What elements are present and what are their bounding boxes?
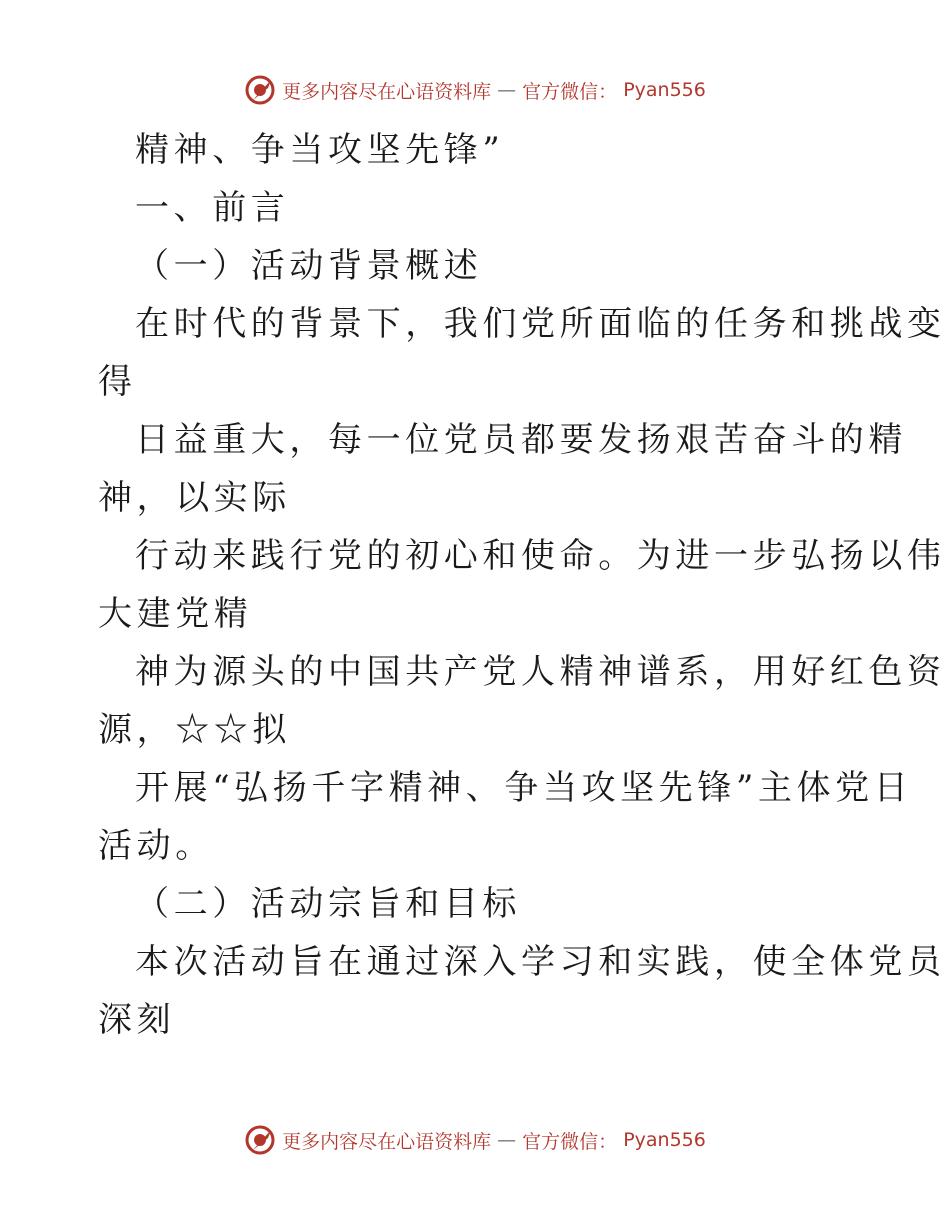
quill-logo-icon	[244, 1124, 276, 1156]
footer-watermark	[0, 1120, 950, 1160]
text-line: 本次活动旨在通过深入学习和实践，使全体党员	[135, 942, 946, 982]
subsection-heading: （二）活动宗旨和目标	[135, 884, 521, 924]
watermark-text: 更多内容尽在心语资料库	[282, 80, 492, 103]
text-line: 源，☆☆拟	[98, 710, 291, 750]
text-line: 行动来践行党的初心和使命。为进一步弘扬以伟	[135, 536, 946, 576]
watermark-label: 官方微信：	[522, 80, 618, 103]
watermark-id: Pyan556	[623, 1129, 706, 1151]
quill-logo-icon	[244, 74, 276, 106]
watermark-text: 更多内容尽在心语资料库	[282, 1130, 492, 1153]
watermark-separator: —	[497, 1129, 517, 1151]
text-line: 神为源头的中国共产党人精神谱系，用好红色资	[135, 652, 946, 692]
watermark-separator: —	[497, 79, 517, 101]
text-line: 在时代的背景下，我们党所面临的任务和挑战变	[135, 304, 946, 344]
text-line: 精神、争当攻坚先锋”	[135, 130, 505, 170]
text-line: 日益重大，每一位党员都要发扬艰苦奋斗的精	[135, 420, 907, 460]
text-line: 开展“弘扬千字精神、争当攻坚先锋”主体党日	[135, 768, 913, 808]
text-line: 神，以实际	[98, 478, 291, 518]
subsection-heading: （一）活动背景概述	[135, 246, 483, 286]
text-line: 得	[98, 362, 137, 402]
watermark-id: Pyan556	[623, 79, 706, 101]
text-line: 大建党精	[98, 594, 253, 634]
text-line: 深刻	[98, 1000, 176, 1040]
text-line: 活动。	[98, 826, 214, 866]
section-heading: 一、前言	[135, 188, 290, 228]
watermark-label: 官方微信：	[522, 1130, 618, 1153]
header-watermark	[0, 70, 950, 110]
